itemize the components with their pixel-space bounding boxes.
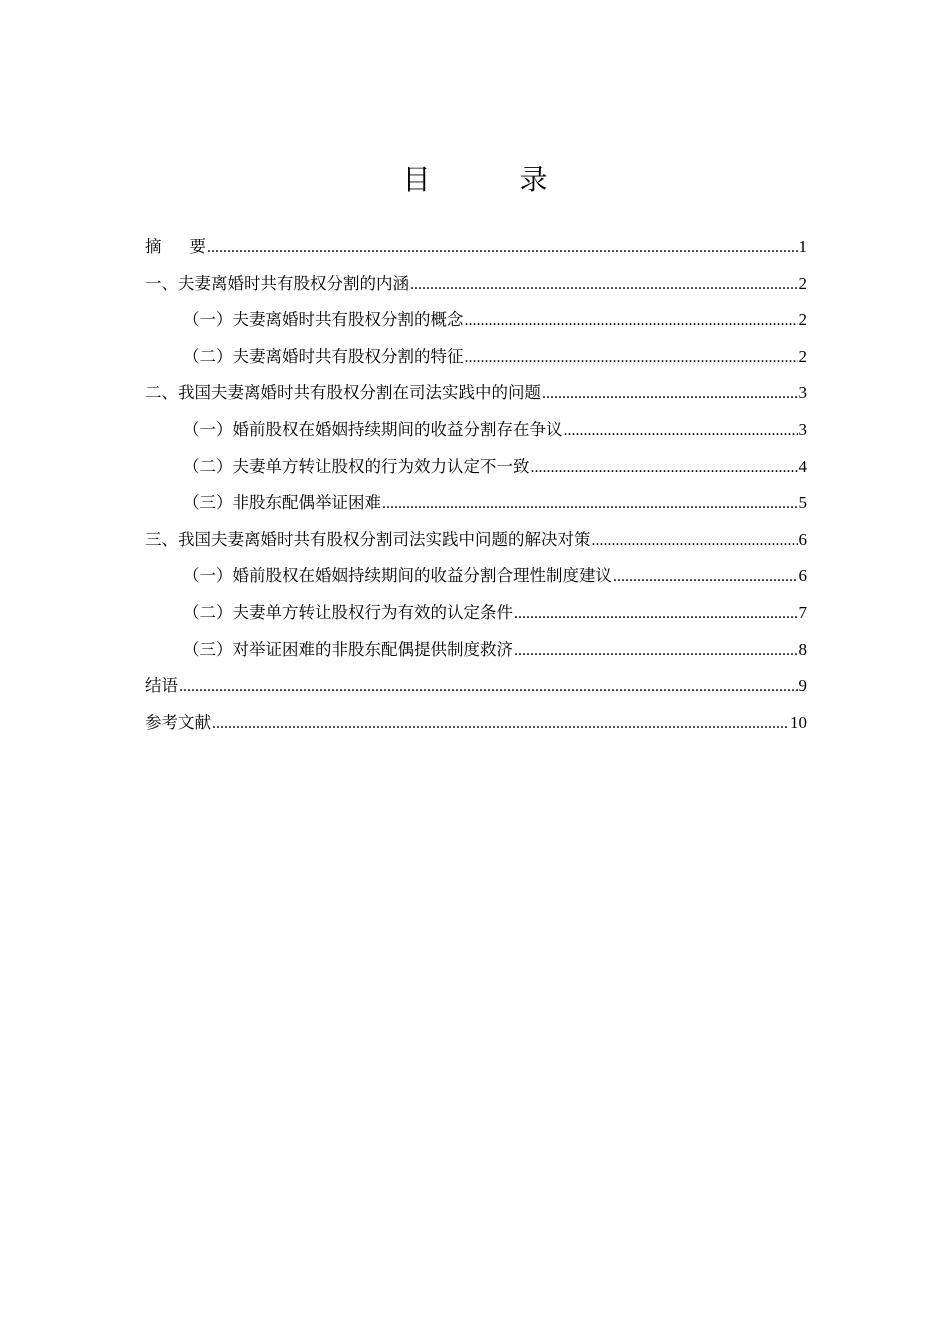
toc-entry-label: （二）夫妻单方转让股权的行为效力认定不一致 [183,456,530,476]
toc-dot-leader [531,450,798,487]
toc-entry-section-1-1[interactable] [145,302,807,339]
toc-entry-label: 二、我国夫妻离婚时共有股权分割在司法实践中的问题 [145,383,541,403]
toc-page-number: 6 [798,529,807,549]
toc-page-number: 6 [798,566,807,586]
toc-entry-section-2[interactable] [145,375,807,412]
toc-list [145,229,807,741]
toc-dot-leader [465,303,798,340]
toc-entry-label: （三）非股东配偶举证困难 [183,493,381,513]
toc-entry-label: 参考文献 [145,712,211,732]
toc-page-number: 2 [798,273,807,293]
toc-dot-leader [410,267,798,304]
toc-dot-leader [465,340,798,377]
toc-entry-label: （二）夫妻单方转让股权行为有效的认定条件 [183,602,513,622]
toc-entry-label: 摘 [145,237,190,256]
toc-page-number: 8 [798,639,807,659]
toc-entry-label: 一、夫妻离婚时共有股权分割的内涵 [145,273,409,293]
toc-entry-section-3-1[interactable] [145,558,807,595]
toc-entry-label: 三、我国夫妻离婚时共有股权分割司法实践中问题的解决对策 [145,529,591,549]
toc-page-number: 2 [798,346,807,366]
toc-page-number: 1 [798,237,807,256]
toc-entry-section-2-2[interactable] [145,449,807,486]
toc-dot-leader [382,486,798,523]
toc-entry-section-3-3[interactable] [145,632,807,669]
toc-entry-label: （一）婚前股权在婚姻持续期间的收益分割存在争议 [183,419,563,439]
toc-entry-label: （三）对举证困难的非股东配偶提供制度救济 [183,639,513,659]
toc-entry-section-1-2[interactable] [145,339,807,376]
toc-page-number: 2 [798,310,807,330]
toc-page-number: 4 [798,456,807,476]
toc-entry-label: 结语 [145,676,178,696]
toc-title: 目 录 [402,163,588,196]
toc-page-number: 5 [798,493,807,513]
toc-entry-section-1[interactable] [145,266,807,303]
toc-entry-section-2-3[interactable] [145,485,807,522]
toc-dot-leader [613,559,798,596]
toc-dot-leader [514,596,798,633]
toc-dot-leader [564,413,798,450]
toc-dot-leader [514,633,798,670]
toc-page-number: 7 [798,602,807,622]
toc-page-number: 9 [798,676,807,696]
toc-entry-label: （一）婚前股权在婚姻持续期间的收益分割合理性制度建议 [183,566,612,586]
toc-entry-references[interactable] [145,705,807,742]
toc-entry-abstract[interactable] [145,229,807,266]
toc-entry-section-2-1[interactable] [145,412,807,449]
toc-dot-leader [592,523,798,560]
toc-entry-conclusion[interactable] [145,668,807,705]
toc-dot-leader [207,230,798,267]
toc-dot-leader [212,706,789,743]
toc-entry-label: 要 [189,237,206,256]
toc-entry-label: （二）夫妻离婚时共有股权分割的特征 [183,346,464,366]
toc-dot-leader [542,376,798,413]
toc-page-number: 3 [798,419,807,439]
toc-dot-leader [179,669,798,706]
toc-entry-section-3-2[interactable] [145,595,807,632]
toc-entry-section-3[interactable] [145,522,807,559]
toc-page-number: 3 [798,383,807,403]
toc-page-number: 10 [790,712,807,732]
toc-entry-label: （一）夫妻离婚时共有股权分割的概念 [183,310,464,330]
